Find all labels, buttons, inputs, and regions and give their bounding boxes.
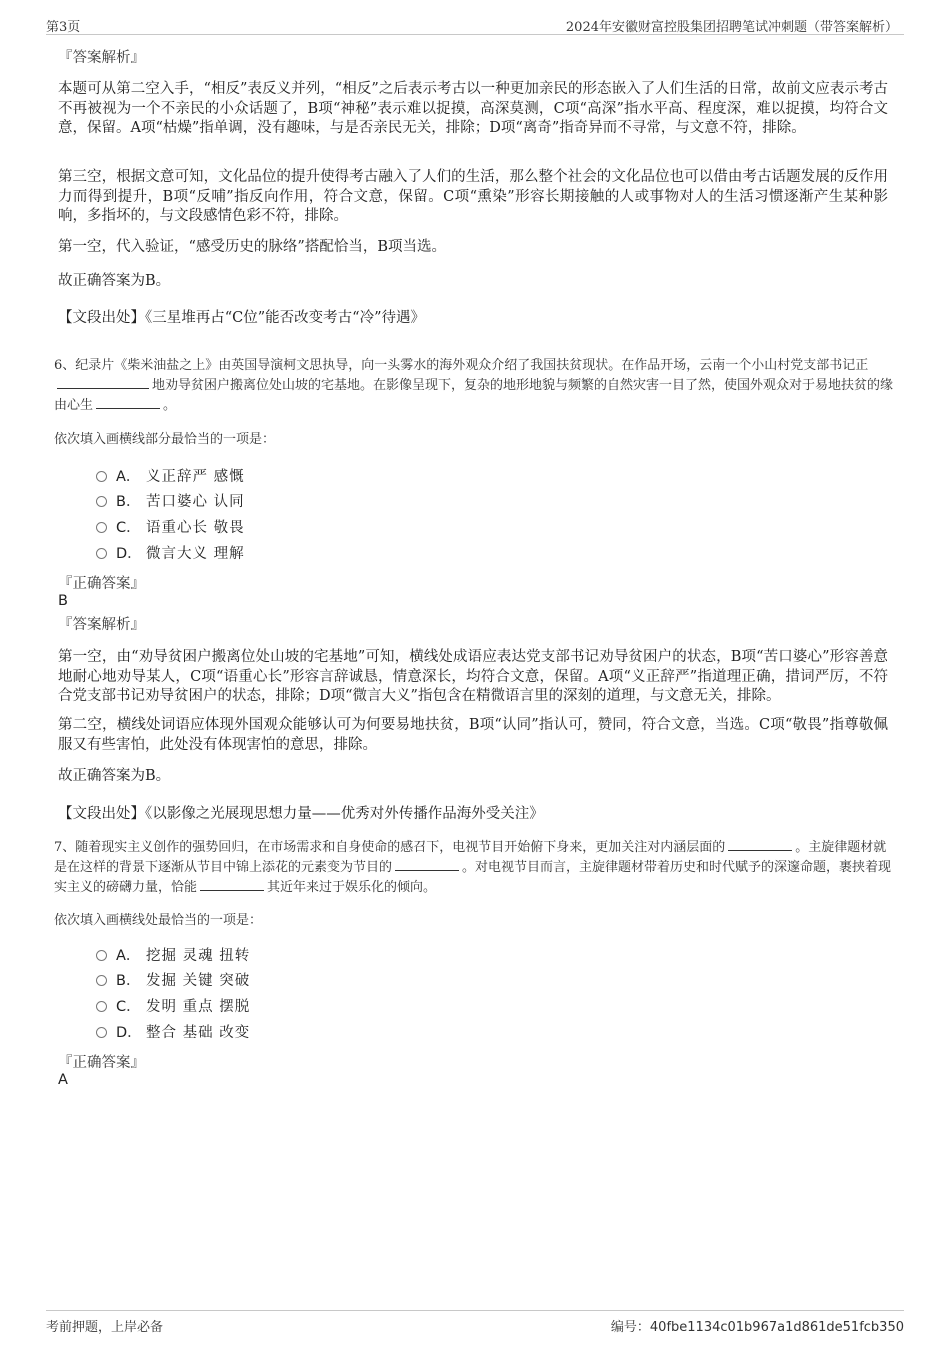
q7-correct-answer: A	[58, 1072, 68, 1088]
q6-blank-2[interactable]	[96, 396, 160, 409]
q6-analysis-p1: 第一空，由“劝导贫困户搬离位处山坡的宅基地”可知，横线处成语应表达党支部书记劝导贫困户的状态，B项“苦口婆心”形容善意地耐心地劝导某人，C项“语重心长”形容言辞诚恳，情意深长，均符合文意，保留。A项“义正辞严”指道理正确，措词严厉，不符合党支部书记劝导贫困户的状态，排除；D项“微言大义”指包含在精微语言里的深刻的道理，与文意无关，排除。	[58, 649, 888, 704]
document-title: 2024年安徽财富控股集团招聘笔试冲刺题（带答案解析）	[565, 20, 898, 35]
prev-analysis-p3: 第一空，代入验证，“感受历史的脉络”搭配恰当，B项当选。	[58, 239, 446, 255]
q7-option-d[interactable]: D． 整合 基础 改变	[96, 1023, 250, 1043]
radio-icon[interactable]	[96, 1001, 107, 1012]
q7-option-a[interactable]: A． 挖掘 灵魂 扭转	[96, 946, 250, 966]
q6-analysis-p2: 第二空，横线处词语应体现外国观众能够认可为何要易地扶贫，B项“认同”指认可，赞同，符合文意，当选。C项“敬畏”指尊敬佩服又有些害怕，此处没有体现害怕的意思，排除。	[58, 717, 888, 753]
radio-icon[interactable]	[96, 496, 107, 507]
page-number: 第3页	[46, 20, 81, 35]
q7-correct-label: 『正确答案』	[58, 1055, 145, 1071]
q7-blank-3[interactable]	[200, 878, 264, 891]
q6-correct-answer: B	[58, 593, 68, 609]
q6-analysis-label: 『答案解析』	[58, 617, 145, 633]
q6-stem-part-c: 的缘由心生	[54, 378, 894, 413]
q6-stem-part-d: 。	[163, 398, 177, 413]
footer-serial	[611, 1316, 904, 1335]
q6-stem	[54, 356, 894, 416]
q7-stem	[54, 838, 894, 898]
q7-option-c[interactable]: C． 发明 重点 摆脱	[96, 997, 250, 1017]
q6-stem-part-a: 6、纪录片《柴米油盐之上》由英国导演柯文思执导，向一头雾水的海外观众介绍了我国扶贫现状。在作品开场，云南一个小山村党支部书记正	[54, 358, 869, 373]
footer-slogan: 考前押题，上岸必备	[46, 1320, 164, 1335]
q7-intro: 依次填入画横线处最恰当的一项是：	[54, 913, 263, 928]
q7-option-b[interactable]: B． 发掘 关键 突破	[96, 971, 250, 991]
q7-stem-part-d: 其近年来过于娱乐化的倾向。	[267, 880, 437, 895]
prev-source: 【文段出处】《三星堆再占“C位”能否改变考古“冷”待遇》	[58, 310, 425, 326]
prev-analysis-p1: 本题可从第二空入手，“相反”表反义并列，“相反”之后表示考古以一种更加亲民的形态嵌入了人们生活的日常，故前文应表示考古不再被视为一个不亲民的小众话题了，B项“神秘”表示难以捉摸，高深莫测，C项“高深”指水平高、程度深，难以捉摸，均符合文意，保留。A项“枯燥”指单调，没有趣味，与是否亲民无关，排除；D项“离奇”指奇异而不寻常，与文意不符，排除。	[58, 81, 888, 136]
q6-answer-text: 故正确答案为B。	[58, 768, 171, 784]
q6-correct-label: 『正确答案』	[58, 576, 145, 592]
radio-icon[interactable]	[96, 471, 107, 482]
serial-label: 编号：	[610, 1320, 650, 1335]
radio-icon[interactable]	[96, 1027, 107, 1038]
q6-option-a[interactable]: A． 义正辞严 感慨	[96, 467, 245, 487]
serial-number: 40fbe1134c01b967a1d861de51fcb350	[649, 1320, 904, 1335]
q7-stem-part-c: 。对电视节目而言，主旋律题材带着历史和时代赋予的深邃命题，裹挟着现实主义的磅礴力量，恰能	[54, 860, 892, 895]
radio-icon[interactable]	[96, 975, 107, 986]
q6-source: 【文段出处】《以影像之光展现思想力量——优秀对外传播作品海外受关注》	[58, 806, 544, 822]
q6-intro: 依次填入画横线部分最恰当的一项是：	[54, 432, 276, 447]
radio-icon[interactable]	[96, 522, 107, 533]
q6-option-d[interactable]: D． 微言大义 理解	[96, 544, 245, 564]
radio-icon[interactable]	[96, 548, 107, 559]
page-header	[46, 14, 904, 35]
prev-answer-text: 故正确答案为B。	[58, 273, 171, 289]
q6-stem-part-b: 地劝导贫困户搬离位处山坡的宅基地。在影像呈现下，复杂的地形地貌与频繁的自然灾害一目了然，使国外观众对于易地扶贫	[152, 378, 868, 393]
q6-option-b[interactable]: B． 苦口婆心 认同	[96, 492, 245, 512]
q7-stem-part-b: 。主旋律题材就是在这样的背景下逐渐从节目中锦上添花的元素变为节目的	[54, 840, 887, 875]
q7-stem-part-a: 7、随着现实主义创作的强势回归，在市场需求和自身使命的感召下，电视节目开始俯下身来，更加关注对内涵层面的	[54, 840, 726, 855]
q7-blank-2[interactable]	[395, 858, 459, 871]
q7-blank-1[interactable]	[728, 838, 792, 851]
prev-analysis-label: 『答案解析』	[58, 50, 145, 66]
page-footer	[46, 1310, 904, 1333]
radio-icon[interactable]	[96, 950, 107, 961]
prev-analysis-p2: 第三空，根据文意可知，文化品位的提升使得考古融入了人们的生活，那么整个社会的文化品位也可以借由考古话题发展的反作用力而得到提升，B项“反哺”指反向作用，符合文意，保留。C项“熏染”形容长期接触的人或事物对人的生活习惯逐渐产生某种影响，多指坏的，与文段感情色彩不符，排除。	[58, 169, 888, 224]
q6-blank-1[interactable]	[57, 376, 149, 389]
q6-option-c[interactable]: C． 语重心长 敬畏	[96, 518, 245, 538]
